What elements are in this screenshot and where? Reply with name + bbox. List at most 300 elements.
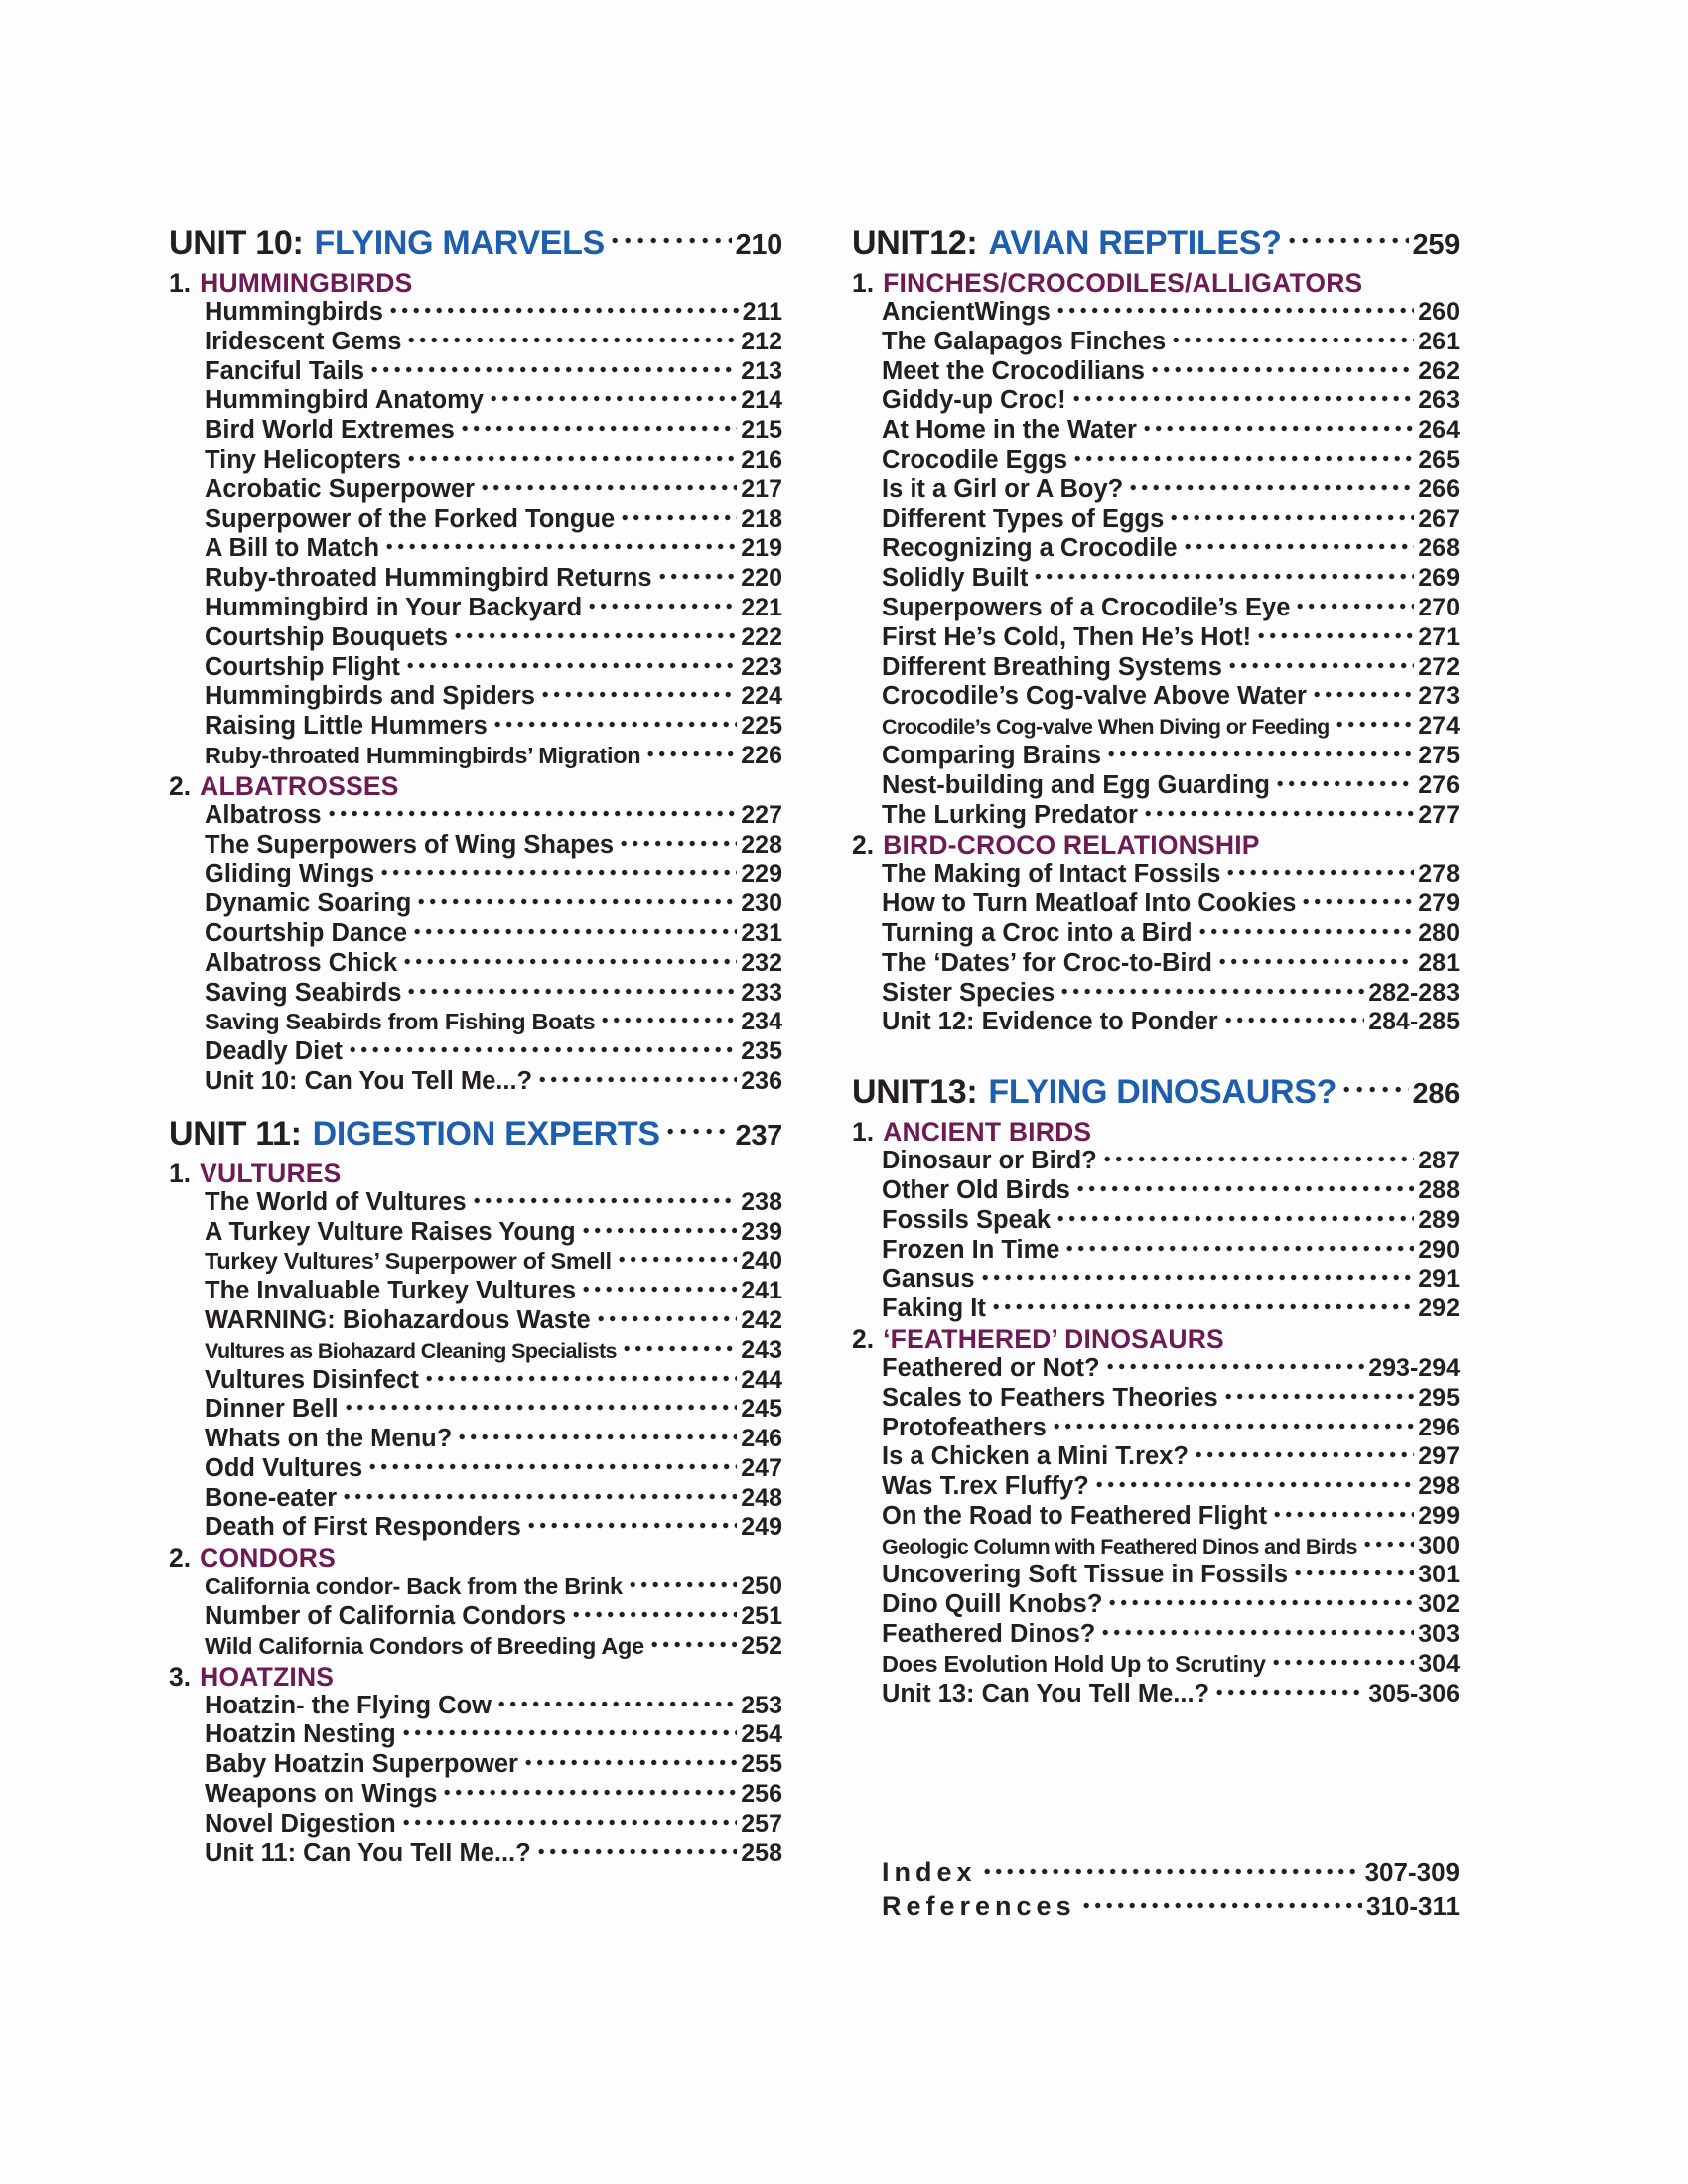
- entry-title: Courtship Dance: [205, 918, 408, 947]
- entry-page-number: 227: [741, 800, 782, 829]
- entry-title: Dinner Bell: [205, 1395, 339, 1424]
- entry-title: Gansus: [882, 1265, 975, 1294]
- toc-section-heading: [169, 1159, 782, 1188]
- toc-entry-row: [169, 1336, 782, 1366]
- toc-entry-row: [169, 1632, 782, 1662]
- entry-title: Hummingbird Anatomy: [205, 386, 484, 415]
- dot-leader: [1108, 751, 1414, 757]
- entry-title: Saving Seabirds: [205, 978, 402, 1007]
- dot-leader: [624, 1345, 737, 1352]
- entry-page-number: 275: [1418, 741, 1460, 769]
- entry-title: Superpower of the Forked Tongue: [205, 504, 616, 533]
- entry-page-number: 252: [741, 1631, 782, 1660]
- entry-page-number: 245: [741, 1395, 782, 1424]
- entry-page-number: 305-306: [1368, 1679, 1460, 1707]
- entry-title: A Turkey Vulture Raises Young: [205, 1217, 576, 1246]
- unit-page-number: 286: [1412, 1078, 1460, 1111]
- entry-page-number: 257: [741, 1809, 782, 1838]
- toc-entry-row: [169, 889, 782, 919]
- entry-title: Weapons on Wings: [205, 1780, 438, 1809]
- section-number: 2.: [852, 1323, 875, 1354]
- unit-prefix: UNIT13:: [852, 1073, 978, 1112]
- toc-entry-row: [852, 1650, 1460, 1680]
- toc-entry-row: [852, 682, 1460, 712]
- entry-title: Turkey Vultures’ Superpower of Smell: [205, 1248, 612, 1275]
- entry-page-number: 235: [741, 1037, 782, 1066]
- dot-leader: [1054, 1423, 1414, 1430]
- dot-leader: [1216, 1689, 1364, 1696]
- entry-title: Comparing Brains: [882, 741, 1102, 769]
- toc-column-left: [169, 224, 782, 1868]
- dot-leader: [1130, 484, 1414, 491]
- dot-leader: [1289, 237, 1409, 245]
- entry-page-number: 231: [741, 918, 782, 947]
- entry-page-number: 292: [1418, 1295, 1460, 1323]
- section-title: HUMMINGBIRDS: [200, 268, 413, 298]
- entry-title: Death of First Responders: [205, 1513, 521, 1542]
- toc-entry-row: [169, 1008, 782, 1037]
- toc-entry-row: [169, 1750, 782, 1780]
- toc-entry-row: [169, 594, 782, 623]
- dot-leader: [525, 1759, 737, 1766]
- entry-page-number: 260: [1418, 298, 1460, 326]
- dot-leader: [1295, 1570, 1414, 1576]
- toc-entry-row: [169, 298, 782, 328]
- entry-title: Vultures Disinfect: [205, 1365, 419, 1394]
- entry-title: Crocodile Eggs: [882, 445, 1068, 474]
- unit-title: AVIAN REPTILES?: [988, 224, 1282, 262]
- entry-page-number: 219: [741, 534, 782, 563]
- entry-title: Gliding Wings: [205, 860, 375, 888]
- toc-unit-row: [852, 1073, 1460, 1117]
- toc-entry-row: [852, 1891, 1460, 1925]
- section-title: ANCIENT BIRDS: [883, 1117, 1092, 1148]
- unit-title: DIGESTION EXPERTS: [312, 1114, 660, 1153]
- toc-entry-row: [852, 1857, 1460, 1891]
- toc-entry-row: [852, 919, 1460, 949]
- dot-leader: [984, 1868, 1361, 1875]
- entry-title: Ruby-throated Hummingbird Returns: [205, 564, 652, 593]
- toc-entry-row: [169, 1037, 782, 1067]
- toc-section-heading: [852, 268, 1460, 298]
- dot-leader: [1364, 1541, 1414, 1548]
- toc-entry-row: [852, 1590, 1460, 1620]
- entry-title: Raising Little Hummers: [205, 712, 488, 741]
- toc-entry-row: [169, 386, 782, 416]
- entry-title: The World of Vultures: [205, 1187, 467, 1216]
- entry-title: Odd Vultures: [205, 1453, 363, 1482]
- entry-title: Meet the Crocodilians: [882, 356, 1145, 385]
- dot-leader: [630, 1581, 737, 1588]
- toc-entry-row: [852, 298, 1460, 328]
- dot-leader: [381, 869, 737, 876]
- dot-leader: [1066, 1245, 1414, 1252]
- entry-page-number: 264: [1418, 416, 1460, 445]
- toc-entry-row: [852, 1620, 1460, 1650]
- toc-entry-row: [169, 1188, 782, 1218]
- entry-page-number: 271: [1418, 622, 1460, 651]
- entry-page-number: 251: [741, 1602, 782, 1631]
- toc-entry-row: [169, 1720, 782, 1750]
- toc-entry-row: [169, 1572, 782, 1602]
- entry-title: Index: [882, 1857, 977, 1888]
- toc-entry-row: [852, 534, 1460, 564]
- section-number: 1.: [852, 1117, 875, 1148]
- dot-leader: [1145, 810, 1414, 817]
- dot-leader: [621, 840, 737, 847]
- dot-leader: [414, 928, 737, 935]
- entry-page-number: 304: [1418, 1649, 1460, 1678]
- entry-title: Unit 12: Evidence to Ponder: [882, 1008, 1218, 1036]
- entry-page-number: 233: [741, 978, 782, 1007]
- toc-entry-row: [169, 505, 782, 535]
- entry-page-number: 279: [1418, 889, 1460, 918]
- section-title: VULTURES: [200, 1158, 342, 1188]
- toc-section-heading: [169, 268, 782, 298]
- dot-leader: [459, 1433, 737, 1440]
- dot-leader: [982, 1274, 1415, 1281]
- toc-entry-row: [169, 1425, 782, 1454]
- entry-page-number: 302: [1418, 1590, 1460, 1619]
- entry-title: First He’s Cold, Then He’s Hot!: [882, 622, 1252, 651]
- dot-leader: [1185, 543, 1415, 550]
- entry-page-number: 268: [1418, 534, 1460, 563]
- dot-leader: [528, 1522, 737, 1529]
- entry-title: The Superpowers of Wing Shapes: [205, 830, 615, 859]
- dot-leader: [612, 237, 732, 245]
- entry-page-number: 277: [1418, 800, 1460, 829]
- toc-entry-row: [852, 1414, 1460, 1443]
- entry-title: Uncovering Soft Tissue in Fossils: [882, 1561, 1289, 1589]
- entry-title: The Galapagos Finches: [882, 327, 1167, 355]
- dot-leader: [426, 1375, 737, 1382]
- unit-prefix: UNIT 10:: [169, 224, 304, 262]
- entry-title: Fanciful Tails: [205, 356, 365, 385]
- entry-page-number: 241: [741, 1277, 782, 1305]
- toc-entry-row: [169, 416, 782, 446]
- entry-page-number: 288: [1418, 1175, 1460, 1204]
- entry-page-number: 282-283: [1368, 978, 1460, 1007]
- entry-title: A Bill to Match: [205, 534, 380, 563]
- toc-entry-row: [852, 1295, 1460, 1324]
- dot-leader: [444, 1789, 737, 1796]
- toc-entry-row: [169, 1780, 782, 1810]
- dot-leader: [1096, 1481, 1415, 1488]
- toc-entry-row: [169, 1810, 782, 1840]
- dot-leader: [589, 603, 737, 610]
- toc-entry-row: [852, 1532, 1460, 1562]
- toc-entry-row: [852, 979, 1460, 1009]
- dot-leader: [1258, 632, 1414, 639]
- section-number: 1.: [169, 1158, 192, 1188]
- toc-unit-row: [852, 224, 1460, 268]
- entry-page-number: 258: [741, 1839, 782, 1867]
- dot-leader: [619, 1256, 738, 1263]
- dot-leader: [1171, 514, 1414, 521]
- entry-title: Dynamic Soaring: [205, 889, 412, 918]
- toc-entry-row: [852, 328, 1460, 357]
- entry-page-number: 256: [741, 1780, 782, 1809]
- entry-title: Unit 10: Can You Tell Me...?: [205, 1066, 533, 1095]
- entry-title: How to Turn Meatloaf Into Cookies: [882, 889, 1297, 918]
- dot-leader: [408, 988, 737, 995]
- entry-title: Saving Seabirds from Fishing Boats: [205, 1009, 596, 1035]
- entry-title: Hummingbirds and Spiders: [205, 682, 535, 711]
- dot-leader: [538, 1848, 738, 1855]
- entry-page-number: 242: [741, 1305, 782, 1334]
- entry-page-number: 307-309: [1364, 1857, 1460, 1888]
- entry-page-number: 266: [1418, 475, 1460, 503]
- entry-page-number: 232: [741, 948, 782, 977]
- dot-leader: [1144, 425, 1414, 432]
- unit-page-number: 259: [1412, 229, 1460, 261]
- entry-page-number: 262: [1418, 356, 1460, 385]
- entry-title: Unit 13: Can You Tell Me...?: [882, 1679, 1210, 1707]
- dot-leader: [583, 1286, 737, 1293]
- entry-page-number: 218: [741, 504, 782, 533]
- toc-section-heading: [852, 1117, 1460, 1147]
- toc-entry-row: [169, 831, 782, 861]
- dot-leader: [1077, 1185, 1414, 1192]
- entry-page-number: 249: [741, 1513, 782, 1542]
- unit-prefix: UNIT 11:: [169, 1114, 302, 1153]
- dot-leader: [1277, 780, 1414, 787]
- dot-leader: [1102, 1629, 1414, 1636]
- entry-page-number: 225: [741, 712, 782, 741]
- entry-title: Hoatzin- the Flying Cow: [205, 1691, 492, 1719]
- entry-page-number: 250: [741, 1572, 782, 1601]
- spacer: [169, 1097, 782, 1115]
- entry-title: WARNING: Biohazardous Waste: [205, 1305, 591, 1334]
- unit-page-number: 210: [735, 229, 782, 261]
- dot-leader: [350, 1046, 737, 1053]
- entry-page-number: 236: [741, 1066, 782, 1095]
- toc-entry-row: [852, 1354, 1460, 1384]
- entry-title: Hummingbird in Your Backyard: [205, 593, 583, 621]
- entry-page-number: 246: [741, 1425, 782, 1453]
- dot-leader: [1227, 869, 1414, 876]
- entry-page-number: 278: [1418, 860, 1460, 888]
- entry-page-number: 270: [1418, 593, 1460, 621]
- section-number: 2.: [169, 770, 192, 801]
- entry-title: Whats on the Menu?: [205, 1425, 453, 1453]
- entry-title: Scales to Feathers Theories: [882, 1383, 1218, 1412]
- toc-entry-row: [852, 742, 1460, 771]
- toc-entry-row: [169, 1067, 782, 1097]
- dot-leader: [1225, 1017, 1365, 1024]
- entry-title: Is it a Girl or A Boy?: [882, 475, 1124, 503]
- toc-section-heading: [852, 1324, 1460, 1354]
- dot-leader: [498, 1701, 737, 1707]
- toc-entry-row: [169, 1277, 782, 1306]
- entry-title: Superpowers of a Crocodile’s Eye: [882, 593, 1291, 621]
- dot-leader: [1336, 721, 1415, 728]
- section-number: 2.: [852, 830, 875, 861]
- entry-title: Ruby-throated Hummingbirds’ Migration: [205, 742, 641, 768]
- toc-entry-row: [852, 564, 1460, 594]
- dot-leader: [455, 632, 737, 639]
- entry-page-number: 211: [742, 298, 782, 326]
- entry-page-number: 247: [741, 1453, 782, 1482]
- entry-title: The ‘Dates’ for Croc-to-Bird: [882, 948, 1212, 977]
- toc-entry-row: [852, 357, 1460, 387]
- entry-title: Faking It: [882, 1295, 986, 1323]
- toc-entry-row: [852, 860, 1460, 889]
- entry-title: Dino Quill Knobs?: [882, 1590, 1103, 1619]
- entry-page-number: 291: [1418, 1265, 1460, 1294]
- toc-entry-row: [852, 801, 1460, 831]
- entry-title: Tiny Helicopters: [205, 445, 401, 474]
- entry-title: Number of California Condors: [205, 1602, 567, 1631]
- entry-page-number: 229: [741, 860, 782, 888]
- entry-page-number: 310-311: [1366, 1891, 1460, 1922]
- toc-entry-row: [169, 564, 782, 594]
- entry-title: Dinosaur or Bird?: [882, 1147, 1097, 1175]
- toc-entry-row: [169, 1395, 782, 1425]
- toc-entry-row: [852, 1236, 1460, 1266]
- toc-entry-row: [169, 446, 782, 476]
- entry-page-number: 299: [1418, 1501, 1460, 1530]
- dot-leader: [346, 1404, 738, 1411]
- dot-leader: [407, 662, 737, 669]
- entry-page-number: 281: [1418, 948, 1460, 977]
- entry-title: Feathered or Not?: [882, 1353, 1100, 1382]
- dot-leader: [583, 1227, 738, 1234]
- toc-column-right: [852, 224, 1460, 1925]
- entry-page-number: 215: [741, 416, 782, 445]
- section-number: 1.: [852, 268, 875, 298]
- dot-leader: [602, 1017, 737, 1024]
- section-title: BIRD-CROCO RELATIONSHIP: [883, 830, 1260, 861]
- entry-page-number: 228: [741, 830, 782, 859]
- toc-entry-row: [169, 1454, 782, 1484]
- toc-entry-row: [169, 1602, 782, 1632]
- entry-page-number: 226: [741, 741, 782, 769]
- entry-title: Frozen In Time: [882, 1235, 1060, 1264]
- entry-title: The Lurking Predator: [882, 800, 1138, 829]
- dot-leader: [1297, 603, 1414, 610]
- entry-page-number: 274: [1418, 712, 1460, 741]
- entry-title: Different Breathing Systems: [882, 652, 1222, 681]
- toc-entry-row: [169, 712, 782, 742]
- toc-entry-row: [169, 1513, 782, 1543]
- dot-leader: [390, 307, 739, 314]
- dot-leader: [404, 958, 737, 965]
- entry-page-number: 255: [741, 1750, 782, 1779]
- entry-page-number: 248: [741, 1483, 782, 1512]
- entry-page-number: 254: [741, 1720, 782, 1749]
- dot-leader: [408, 455, 737, 462]
- entry-title: Solidly Built: [882, 564, 1029, 593]
- entry-page-number: 224: [741, 682, 782, 711]
- entry-page-number: 276: [1418, 770, 1460, 799]
- toc-entry-row: [169, 1366, 782, 1396]
- toc-entry-row: [852, 1147, 1460, 1176]
- entry-page-number: 220: [741, 564, 782, 593]
- entry-page-number: 290: [1418, 1235, 1460, 1264]
- entry-page-number: 272: [1418, 652, 1460, 681]
- entry-title: Crocodile’s Cog-valve When Diving or Feeding: [882, 715, 1330, 740]
- toc-entry-row: [852, 1008, 1460, 1037]
- entry-page-number: 267: [1418, 504, 1460, 533]
- toc-entry-row: [852, 1176, 1460, 1206]
- entry-title: Iridescent Gems: [205, 327, 402, 355]
- entry-page-number: 273: [1418, 682, 1460, 711]
- toc-entry-row: [852, 476, 1460, 505]
- dot-leader: [474, 1197, 738, 1204]
- section-title: FINCHES/CROCODILES/ALLIGATORS: [883, 268, 1363, 298]
- dot-leader: [1061, 988, 1364, 995]
- entry-title: Turning a Croc into a Bird: [882, 918, 1193, 947]
- entry-title: Does Evolution Hold Up to Scrutiny: [882, 1650, 1266, 1677]
- entry-title: Wild California Condors of Breeding Age: [205, 1632, 644, 1659]
- section-title: HOATZINS: [200, 1661, 335, 1692]
- entry-page-number: 222: [741, 622, 782, 651]
- entry-page-number: 223: [741, 652, 782, 681]
- entry-title: Unit 11: Can You Tell Me...?: [205, 1839, 531, 1867]
- spacer: [852, 1708, 1460, 1857]
- entry-page-number: 296: [1418, 1413, 1460, 1441]
- entry-page-number: 253: [741, 1691, 782, 1719]
- entry-page-number: 265: [1418, 445, 1460, 474]
- toc-unit-row: [169, 1115, 782, 1159]
- entry-title: AncientWings: [882, 298, 1051, 326]
- toc-entry-row: [169, 860, 782, 889]
- entry-page-number: 287: [1418, 1147, 1460, 1175]
- entry-title: Vultures as Biohazard Cleaning Specialists: [205, 1338, 617, 1363]
- entry-title: Was T.rex Fluffy?: [882, 1472, 1089, 1501]
- toc-entry-row: [169, 623, 782, 653]
- entry-page-number: 280: [1418, 918, 1460, 947]
- toc-entry-row: [169, 357, 782, 387]
- dot-leader: [651, 1641, 737, 1648]
- dot-leader: [1152, 366, 1414, 373]
- toc-entry-row: [169, 1692, 782, 1721]
- entry-title: Albatross Chick: [205, 948, 398, 977]
- section-number: 3.: [169, 1661, 192, 1692]
- entry-title: Albatross: [205, 800, 322, 829]
- toc-entry-row: [169, 801, 782, 831]
- dot-leader: [1109, 1599, 1414, 1606]
- entry-page-number: 230: [741, 889, 782, 918]
- toc-section-heading: [852, 830, 1460, 860]
- dot-leader: [573, 1611, 737, 1618]
- entry-title: Bone-eater: [205, 1483, 338, 1512]
- toc-entry-row: [852, 1442, 1460, 1472]
- dot-leader: [1057, 1215, 1414, 1222]
- toc-entry-row: [169, 979, 782, 1009]
- dot-leader: [408, 337, 737, 343]
- toc-entry-row: [169, 682, 782, 712]
- entry-title: Recognizing a Crocodile: [882, 534, 1178, 563]
- section-title: ALBATROSSES: [200, 770, 399, 801]
- toc-entry-row: [852, 1472, 1460, 1502]
- entry-page-number: 298: [1418, 1472, 1460, 1501]
- dot-leader: [403, 1819, 738, 1826]
- entry-page-number: 284-285: [1368, 1008, 1460, 1036]
- entry-title: Sister Species: [882, 978, 1055, 1007]
- entry-title: The Making of Intact Fossils: [882, 860, 1221, 888]
- entry-title: Baby Hoatzin Superpower: [205, 1750, 518, 1779]
- dot-leader: [462, 425, 738, 432]
- toc-entry-row: [169, 1840, 782, 1869]
- toc-entry-row: [169, 476, 782, 505]
- toc-entry-row: [852, 386, 1460, 416]
- toc-entry-row: [169, 949, 782, 979]
- toc-entry-row: [852, 623, 1460, 653]
- entry-title: Geologic Column with Feathered Dinos and Birds: [882, 1534, 1357, 1559]
- entry-title: Feathered Dinos?: [882, 1620, 1096, 1649]
